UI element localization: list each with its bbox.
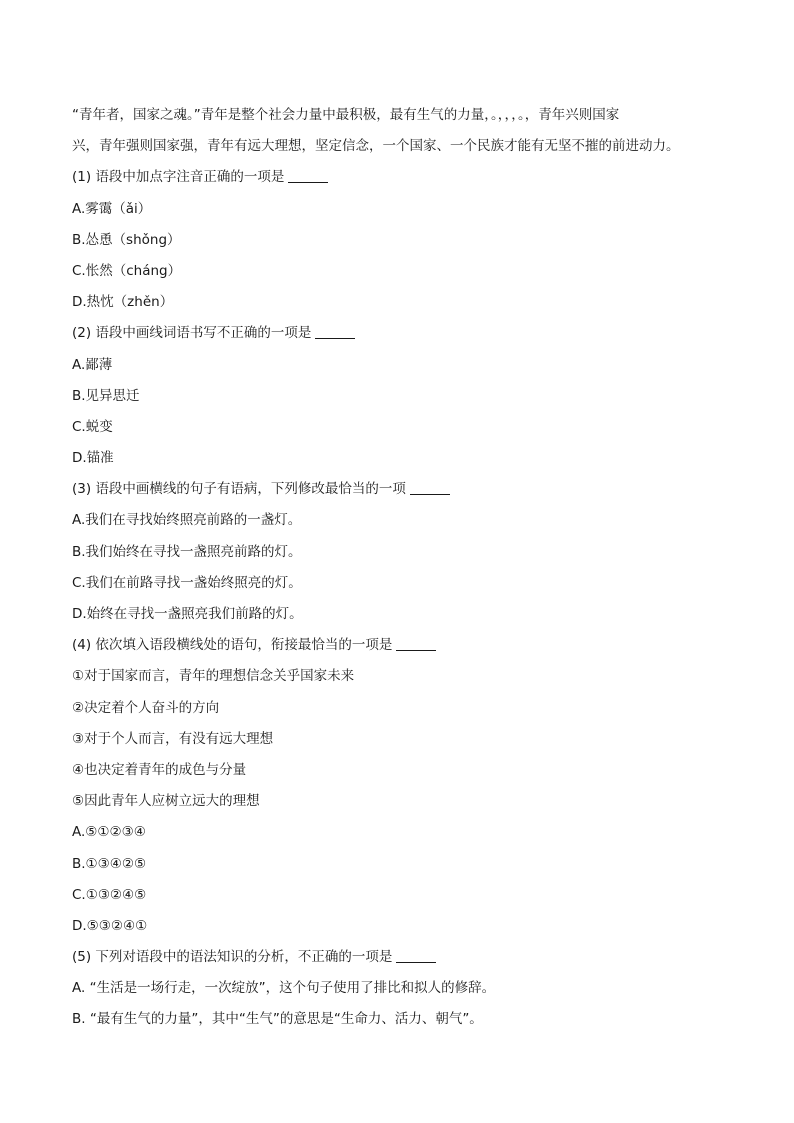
passage-line-2: 兴，青年强则国家强，青年有远大理想，坚定信念，一个国家、一个民族才能有无坚不摧的前进动力。 <box>72 138 680 155</box>
question-2-stem <box>72 318 722 349</box>
option: D.锚准 <box>72 450 114 467</box>
option: A.雾霭（ǎi） <box>72 200 152 217</box>
option: C.①③②④⑤ <box>72 886 147 903</box>
option: A.⑤①②③④ <box>72 824 146 841</box>
option: D.始终在寻找一盏照亮我们前路的灯。 <box>72 606 303 622</box>
sentence-item: ④也决定着青年的成色与分量 <box>72 761 247 778</box>
answer-blank <box>410 480 450 495</box>
sentence-item: ①对于国家而言，青年的理想信念关乎国家未来 <box>72 668 355 685</box>
question-stem-text: (3) 语段中画横线的句子有语病，下列修改最恰当的一项 <box>72 481 406 498</box>
sentence-item: ⑤因此青年人应树立远大的理想 <box>72 793 260 810</box>
option: D.热忱（zhěn） <box>72 294 174 311</box>
option: B.见异思迁 <box>72 387 140 404</box>
question-5-stem <box>72 942 722 973</box>
sentence-item: ②决定着个人奋斗的方向 <box>72 699 220 716</box>
question-stem-text: (2) 语段中画线词语书写不正确的一项是 <box>72 325 312 342</box>
option: C.我们在前路寻找一盏始终照亮的灯。 <box>72 574 302 591</box>
option: A. “生活是一场行走，一次绽放”，这个句子使用了排比和拟人的修辞。 <box>72 980 496 997</box>
option: B. “最有生气的力量”，其中“生气”的意思是“生命力、活力、朝气”。 <box>72 1011 483 1028</box>
answer-blank <box>315 324 355 339</box>
option: B.我们始终在寻找一盏照亮前路的灯。 <box>72 543 302 560</box>
passage-line-1: “青年者，国家之魂。”青年是整个社会力量中最积极，最有生气的力量，。，，，。，青年兴则国家 <box>72 107 620 123</box>
option: A.我们在寻找始终照亮前路的一盏灯。 <box>72 512 302 529</box>
option: B.①③④②⑤ <box>72 855 147 872</box>
question-4-stem <box>72 630 722 661</box>
question-stem-text: (1) 语段中加点字注音正确的一项是 <box>72 169 285 186</box>
option: C.蜕变 <box>72 418 113 435</box>
answer-blank <box>288 168 328 183</box>
question-3-stem <box>72 474 722 505</box>
question-content <box>72 100 722 1036</box>
option: D.⑤③②④① <box>72 917 148 934</box>
question-stem-text: (5) 下列对语段中的语法知识的分析，不正确的一项是 <box>72 949 393 966</box>
question-1-stem <box>72 162 722 193</box>
option: A.鄙薄 <box>72 356 113 373</box>
question-stem-text: (4) 依次填入语段横线处的语句，衔接最恰当的一项是 <box>72 637 393 654</box>
sentence-item: ③对于个人而言，有没有远大理想 <box>72 730 274 747</box>
option: B.怂恿（shǒng） <box>72 231 181 248</box>
option: C.怅然（cháng） <box>72 262 182 279</box>
answer-blank <box>396 948 436 963</box>
answer-blank <box>396 636 436 651</box>
